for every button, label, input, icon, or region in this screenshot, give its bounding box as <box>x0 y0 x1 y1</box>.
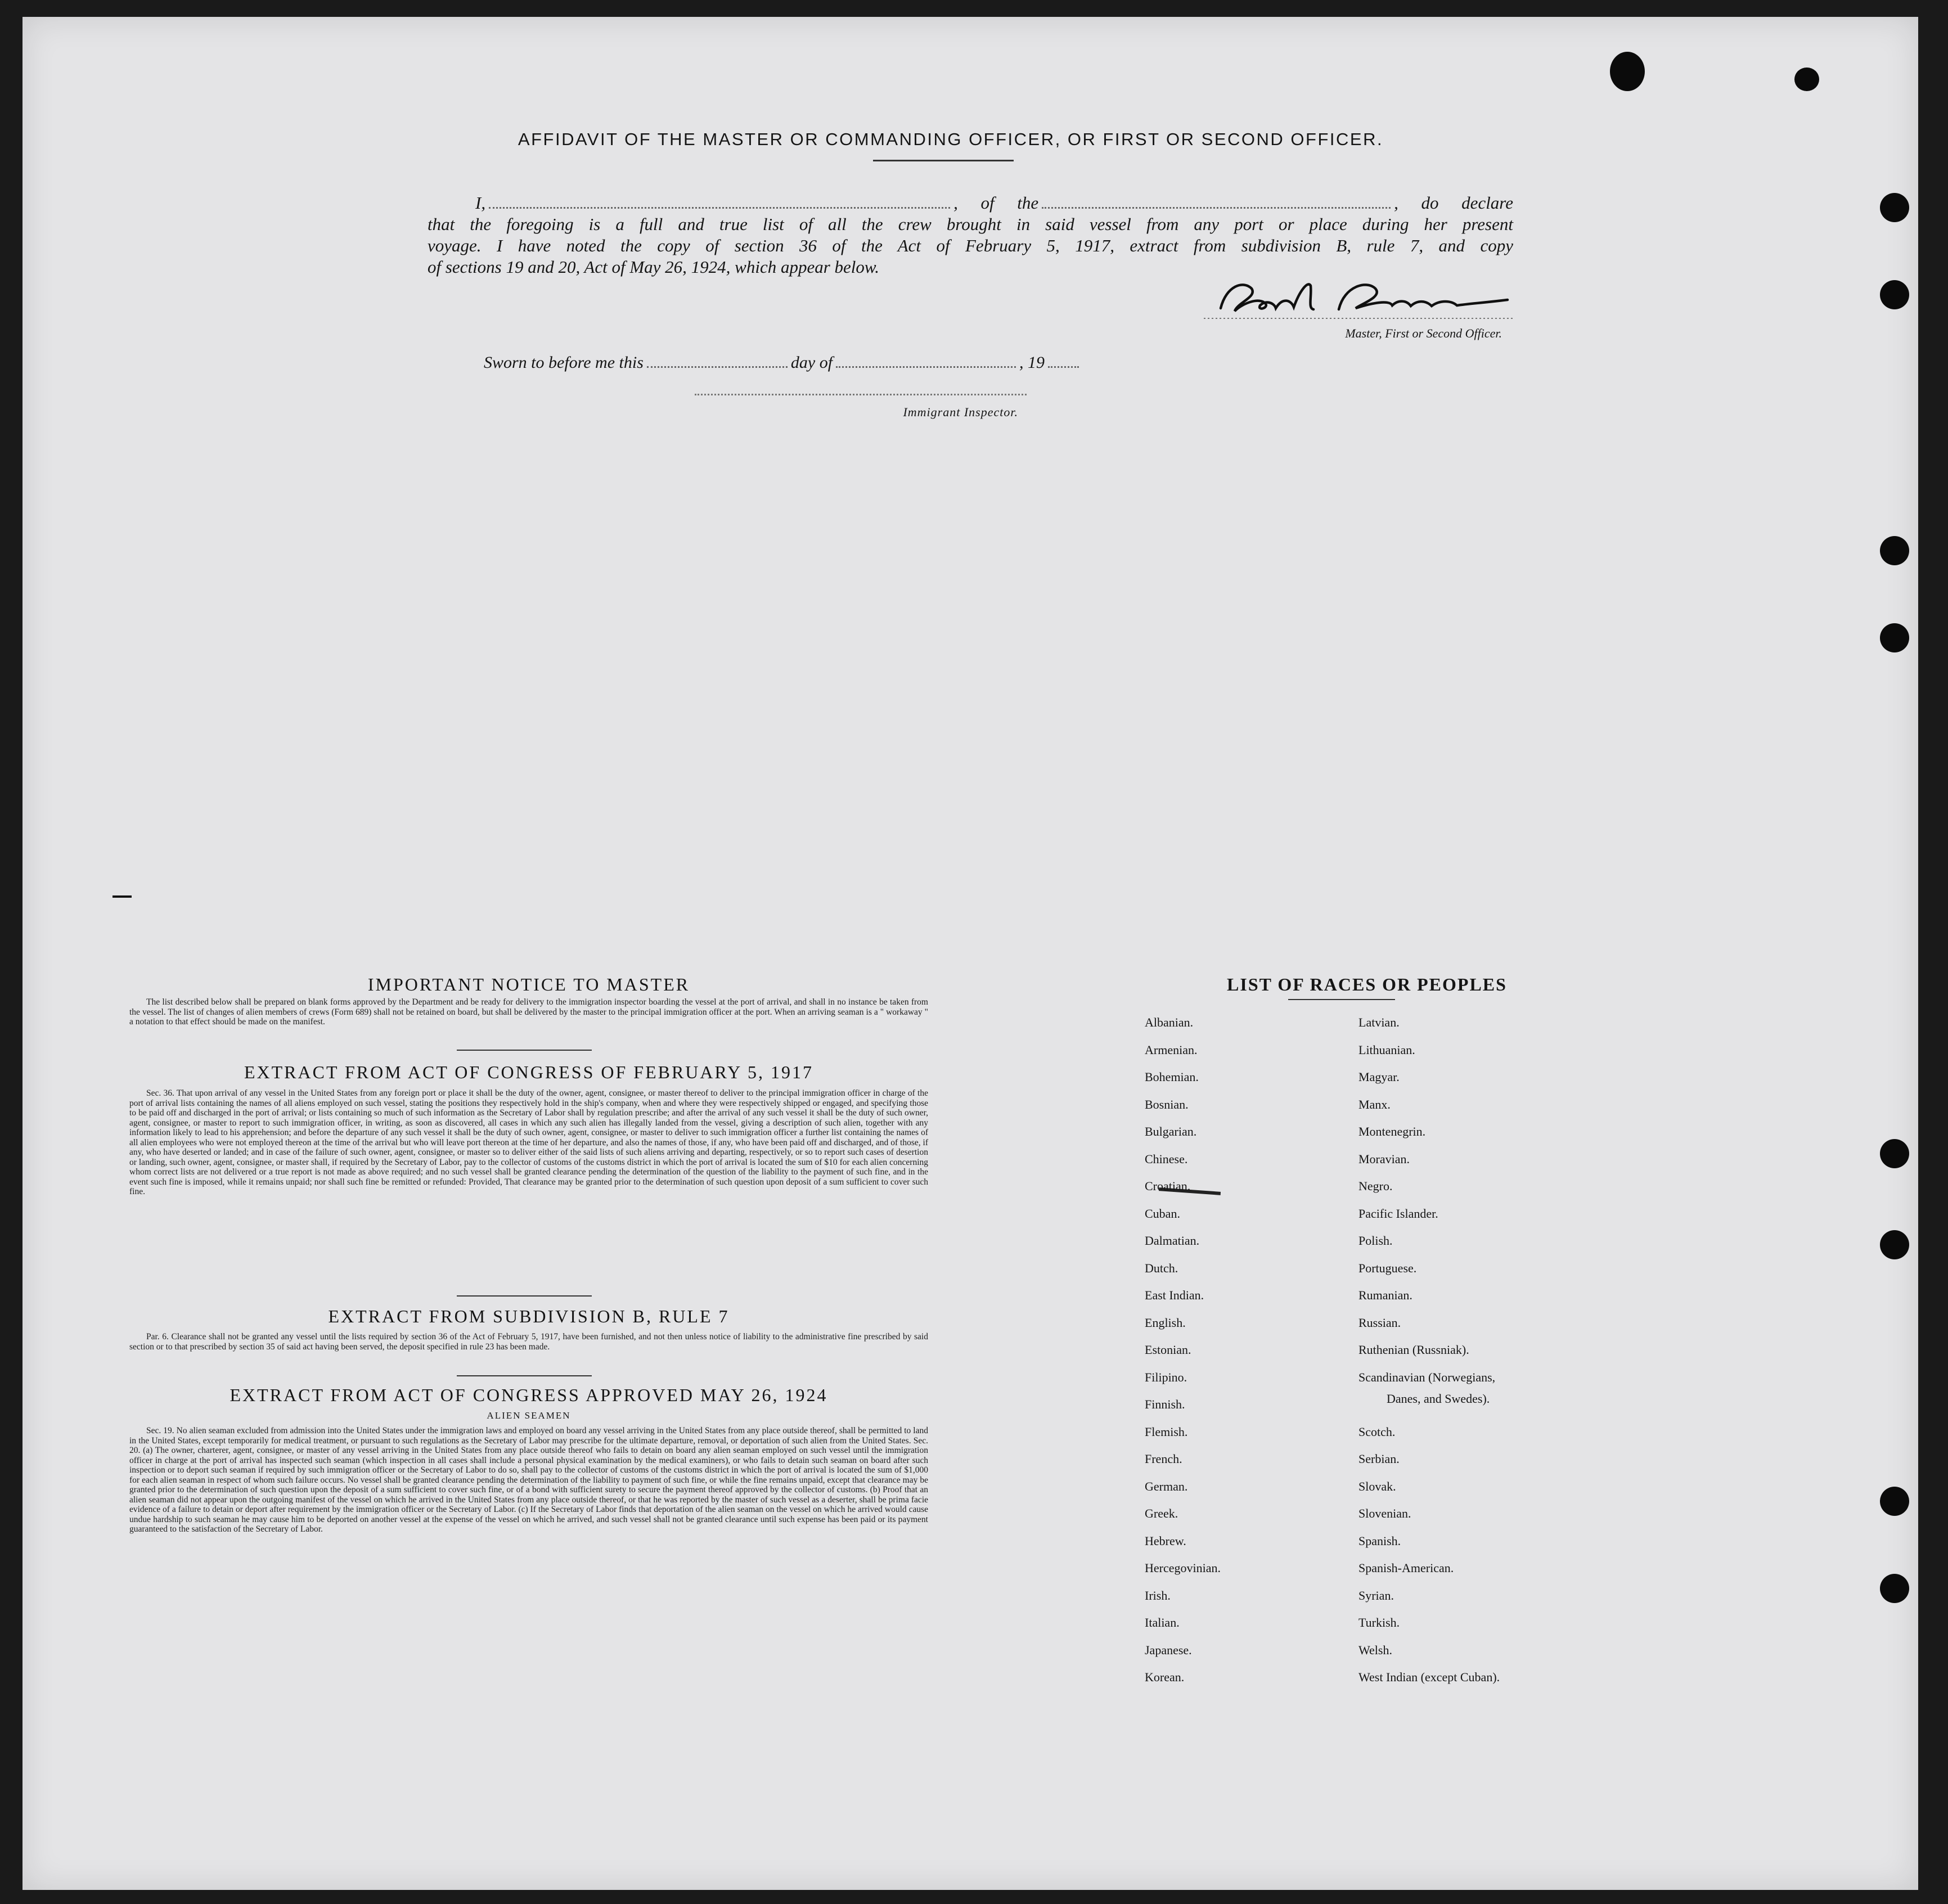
sworn-day-of: day of <box>790 353 833 372</box>
race-item: Latvian. <box>1358 1015 1400 1029</box>
race-item: Bohemian. <box>1145 1070 1199 1084</box>
inspector-signature-line[interactable] <box>695 394 1027 395</box>
race-item: Negro. <box>1358 1179 1393 1193</box>
notice-rule <box>457 1050 592 1051</box>
races-title-rule <box>1288 999 1395 1000</box>
race-item: Lithuanian. <box>1358 1042 1415 1057</box>
extract-1924-title: EXTRACT FROM ACT OF CONGRESS APPROVED MAY 26, 1924 <box>230 1385 828 1405</box>
race-item: Montenegrin. <box>1358 1124 1426 1138</box>
declaration-line-4: of sections 19 and 20, Act of May 26, 1924, which appear below. <box>428 257 880 277</box>
document-sheet <box>23 17 1918 1890</box>
race-item: English. <box>1145 1315 1186 1330</box>
sworn-year: , 19 <box>1019 353 1045 372</box>
sworn-prefix: Sworn to before me this <box>484 353 644 372</box>
punch-hole <box>1880 1139 1909 1168</box>
race-item: Ruthenian (Russniak). <box>1358 1343 1469 1357</box>
races-right-column <box>1358 1015 1500 1698</box>
vessel-field[interactable] <box>1042 207 1391 209</box>
inspector-caption: Immigrant Inspector. <box>903 405 1018 419</box>
extract-1917-rule <box>457 1295 592 1297</box>
race-item: Rumanian. <box>1358 1288 1412 1302</box>
declaration-declare: , do declare <box>1394 193 1513 213</box>
race-item: Danes, and Swedes). <box>1387 1391 1490 1406</box>
race-item: Croatian. <box>1145 1179 1191 1193</box>
extract-1924-subtitle: ALIEN SEAMEN <box>487 1410 571 1421</box>
races-title: LIST OF RACES OR PEOPLES <box>1227 974 1507 994</box>
race-item: Spanish. <box>1358 1533 1401 1548</box>
race-item: Hebrew. <box>1145 1533 1186 1548</box>
race-item: Estonian. <box>1145 1343 1191 1357</box>
race-item: Finnish. <box>1145 1397 1185 1411</box>
punch-hole <box>1880 623 1909 652</box>
race-item: Polish. <box>1358 1234 1393 1248</box>
race-item: Dalmatian. <box>1145 1234 1200 1248</box>
race-item: Moravian. <box>1358 1151 1410 1166</box>
race-item: Japanese. <box>1145 1642 1192 1657</box>
race-item: Turkish. <box>1358 1615 1400 1630</box>
races-left-column <box>1145 1015 1221 1698</box>
race-item: Pacific Islander. <box>1358 1206 1438 1221</box>
notice-body: The list described below shall be prepared on blank forms approved by the Department and be ready for delivery to the immigration inspector boarding the vessel at the port of arrival, and shall in no instance be taken from the vessel. The list of changes of alien members of crews (Form 689) shall not be retained on board, but shall be delivered by the master to the principal immigration officer at the port. When an arriving seaman is a " workaway " a notation to that effect should be made on the manifest. <box>129 997 928 1027</box>
race-item: Bulgarian. <box>1145 1124 1197 1138</box>
race-item: German. <box>1145 1479 1188 1493</box>
punch-hole <box>1880 1574 1909 1603</box>
race-item: Portuguese. <box>1358 1261 1417 1275</box>
race-item: Italian. <box>1145 1615 1180 1630</box>
sworn-day-field[interactable] <box>647 366 788 368</box>
race-item: East Indian. <box>1145 1288 1204 1302</box>
extract-rule7-body: Par. 6. Clearance shall not be granted any vessel until the lists required by section 36 of the Act of February 5, 1917, have been furnished, and not then unless notice of liability to the administrative fine prescribed by said section or to that prescribed by section 35 of said act having been served, the deposit specified in rule 23 has been made. <box>129 1332 928 1352</box>
sworn-month-field[interactable] <box>836 366 1016 368</box>
race-item: Dutch. <box>1145 1261 1178 1275</box>
ink-blot <box>1610 52 1645 91</box>
race-item: Korean. <box>1145 1670 1185 1684</box>
declaration-line-3: voyage. I have noted the copy of section 36 of the Act of February 5, 1917, extract from subdivision B, rule 7, and copy <box>428 236 1513 255</box>
race-item: Flemish. <box>1145 1424 1188 1439</box>
race-item: Bosnian. <box>1145 1097 1189 1111</box>
affidavit-declaration <box>428 192 1513 278</box>
race-item: Russian. <box>1358 1315 1401 1330</box>
notice-title: IMPORTANT NOTICE TO MASTER <box>367 974 690 994</box>
race-item: Spanish-American. <box>1358 1561 1454 1575</box>
punch-hole <box>1880 280 1909 309</box>
race-item: Welsh. <box>1358 1642 1392 1657</box>
extract-1924-body: Sec. 19. No alien seaman excluded from admission into the United States under the immigration laws and employed on board any vessel arriving in the United States from any place outside thereof, shall be permitted to land in the United States, except temporarily for medical treatment, or pursuant to such regulations as the Secretary of Labor may prescribe for the ultimate departure, removal, or deportation of such alien from the United States. Sec. 20. (a) The owner, charterer, agent, consignee, or master of any vessel arriving in the United States from any place outside thereof who fails to detain on board any alien seaman employed on such vessel until the immigration officer in charge at the port of arrival has inspected such seaman (which inspection in all cases shall include a personal physical examination by the medical examiners), or who fails to detain such seaman on board after such inspection or to deport such seaman if required by such immigration officer or the Secretary of Labor to do so, shall pay to the collector of customs of the customs district in which the port of arrival is located the sum of $1,000 for each alien seaman in respect of whom such failure occurs. No vessel shall be granted clearance pending the determination of the liability to payment of such fine, or while the fine remains unpaid, except that clearance may be granted prior to the determination of such question upon the deposit of a sum sufficient to cover such fine, or of a bond with sufficient surety to secure the payment thereof approved by the collector of customs. (b) Proof that an alien seaman did not appear upon the outgoing manifest of the vessel on which he arrived in the United States from any place outside thereof, or that he was reported by the master of such vessel as a deserter, shall be prima facie evidence of a failure to detain or deport after requirement by the immigration officer or the Secretary of Labor. (c) If the Secretary of Labor finds that deportation of the alien seaman on the vessel on which he arrived would cause undue hardship to such seaman he may cause him to be deported on another vessel at the expense of the vessel on which he arrived, and such vessel shall not be granted clearance until such expense has been paid or its payment guaranteed to the satisfaction of the Secretary of Labor. <box>129 1426 928 1534</box>
race-item: Irish. <box>1145 1588 1171 1603</box>
ink-blot <box>1794 67 1819 91</box>
affidavit-heading-rule <box>873 160 1014 161</box>
race-item: Filipino. <box>1145 1370 1187 1384</box>
declaration-line-2: that the foregoing is a full and true list of all the crew brought in said vessel from any port or place during her present <box>428 214 1513 234</box>
race-item: Magyar. <box>1358 1070 1400 1084</box>
extract-rule7-title: EXTRACT FROM SUBDIVISION B, RULE 7 <box>328 1306 730 1326</box>
stray-mark <box>113 895 132 898</box>
extract-rule7-rule <box>457 1375 592 1376</box>
race-item: Albanian. <box>1145 1015 1194 1029</box>
sworn-line <box>484 353 1082 372</box>
declaration-of-the: , of the <box>953 193 1039 213</box>
race-item: Hercegovinian. <box>1145 1561 1221 1575</box>
race-item: Slovak. <box>1358 1479 1396 1493</box>
name-field[interactable] <box>489 207 950 209</box>
declaration-i: I, <box>475 193 486 213</box>
punch-hole <box>1880 1230 1909 1259</box>
master-signature <box>1204 269 1519 325</box>
race-item: Greek. <box>1145 1506 1178 1520</box>
sworn-year-field[interactable] <box>1048 366 1079 368</box>
race-item: Manx. <box>1358 1097 1391 1111</box>
extract-1917-body: Sec. 36. That upon arrival of any vessel in the United States from any foreign port or place it shall be the duty of the owner, agent, consignee, or master thereof to deliver to the principal immigration officer in charge of the port of arrival lists containing the names of all aliens employed on such vessel, stating the positions they respectively hold in the ship's company, when and where they were respectively shipped or engaged, and specifying those to be paid off and discharged in the port of arrival; or lists containing so much of such information as the Secretary of Labor shall by regulation prescribe; and after the arrival of any such vessel it shall be the duty of such owner, agent, consignee, or master to report to such immigration officer, in writing, as soon as discovered, all cases in which any such alien has illegally landed from the vessel, giving a description of such alien, together with any information likely to lead to his apprehension; and before the departure of any such vessel it shall be the duty of such owner, agent, consignee, or master to deliver to such immigration officer a further list containing the names of all alien employees who were not employed thereon at the time of the arrival but who will leave port thereon at the time of her departure, and also the names of those, if any, who have been paid off and discharged, and of those, if any, who have deserted or landed; and in case of the failure of such owner, agent, consignee, or master so to deliver either of the said lists of such aliens arriving and departing, respectively, or so to report such cases of desertion or landing, such owner, agent, consignee, or master shall, if required by the Secretary of Labor, pay to the collector of customs of the customs district in which the port of arrival is located the sum of $10 for each alien concerning whom correct lists are not delivered or a true report is not made as above required; and no such vessel shall be granted clearance pending the determination of the question of the liability to the payment of such fine, and in the event such fine is imposed, while it remains unpaid; nor shall such fine be remitted or refunded: Provided, That clearance may be granted prior to the determination of such question upon deposit of a sum sufficient to cover such fine. <box>129 1088 928 1196</box>
race-item: Armenian. <box>1145 1042 1198 1057</box>
signer-caption: Master, First or Second Officer. <box>1345 326 1502 340</box>
punch-hole <box>1880 536 1909 565</box>
race-item: Slovenian. <box>1358 1506 1411 1520</box>
race-item: Serbian. <box>1358 1452 1400 1466</box>
extract-1917-title: EXTRACT FROM ACT OF CONGRESS OF FEBRUARY 5, 1917 <box>244 1062 814 1082</box>
race-item: Chinese. <box>1145 1151 1188 1166</box>
race-item: French. <box>1145 1452 1182 1466</box>
race-item: Scotch. <box>1358 1424 1396 1439</box>
punch-hole <box>1880 193 1909 222</box>
race-item: West Indian (except Cuban). <box>1358 1670 1500 1684</box>
race-item: Syrian. <box>1358 1588 1394 1603</box>
race-item: Scandinavian (Norwegians, <box>1358 1370 1496 1384</box>
affidavit-heading: AFFIDAVIT OF THE MASTER OR COMMANDING OFFICER, OR FIRST OR SECOND OFFICER. <box>518 129 1384 149</box>
punch-hole <box>1880 1487 1909 1516</box>
race-item: Cuban. <box>1145 1206 1180 1221</box>
